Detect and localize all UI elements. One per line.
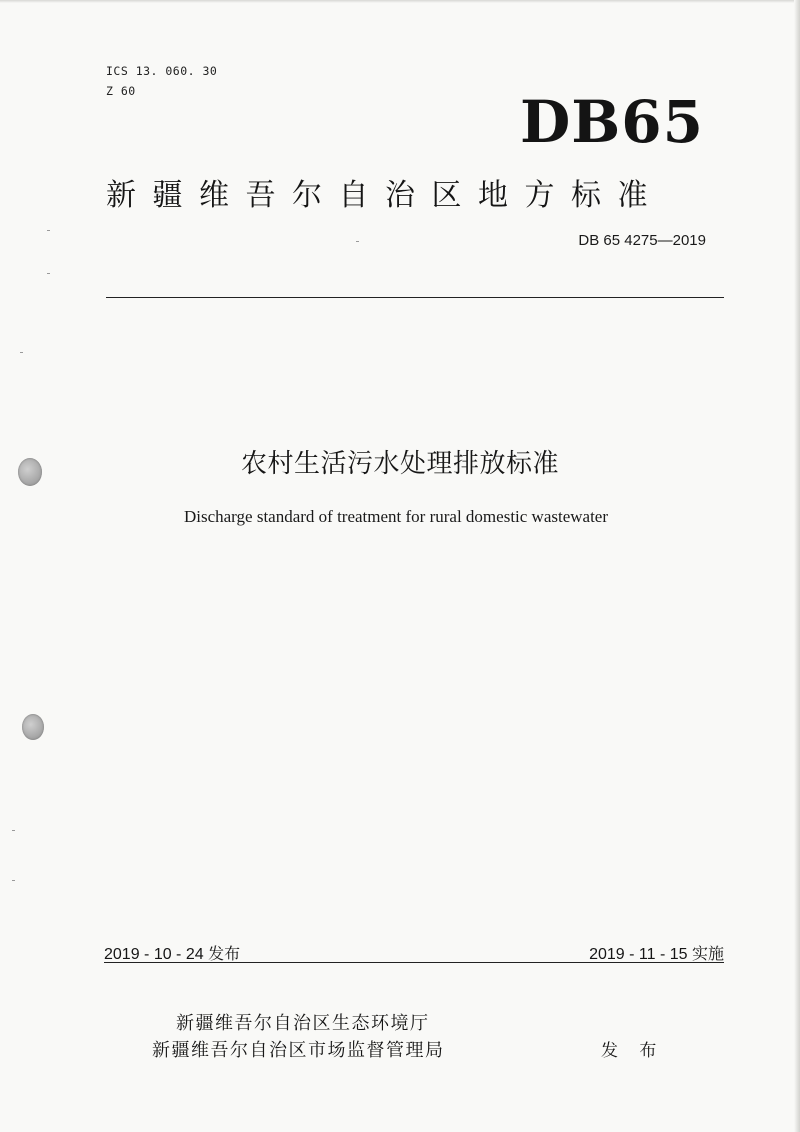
scan-edge-top	[0, 0, 800, 3]
title-chinese: 农村生活污水处理排放标准	[240, 449, 559, 479]
scan-speck	[356, 241, 359, 242]
standard-number: DB 65 4275—2019	[578, 232, 706, 249]
issuer-market-regulation: 新疆维吾尔自治区市场监督管理局	[152, 1040, 445, 1061]
standard-code-logo: DB65	[519, 88, 704, 156]
standard-category: 新疆维吾尔自治区地方标准	[106, 178, 664, 213]
scan-speck	[20, 352, 23, 353]
footer-rule	[104, 962, 724, 963]
ics-code: ICS 13. 060. 30	[106, 64, 218, 78]
scan-speck	[12, 830, 15, 831]
scan-speck	[12, 880, 15, 881]
scan-speck	[47, 230, 50, 231]
scan-edge-right	[794, 0, 800, 1132]
scan-speck	[47, 273, 50, 274]
punch-hole-lower	[22, 714, 44, 740]
header-rule	[106, 297, 724, 298]
issue-date: 2019 - 10 - 24 发布	[104, 946, 241, 963]
implementation-date: 2019 - 11 - 15 实施	[589, 946, 724, 963]
title-english: Discharge standard of treatment for rural domestic wastewater	[183, 507, 609, 526]
issuer-ecology-department: 新疆维吾尔自治区生态环境厅	[176, 1013, 430, 1034]
ccs-code: Z 60	[106, 84, 136, 98]
publish-label: 发 布	[601, 1041, 665, 1061]
